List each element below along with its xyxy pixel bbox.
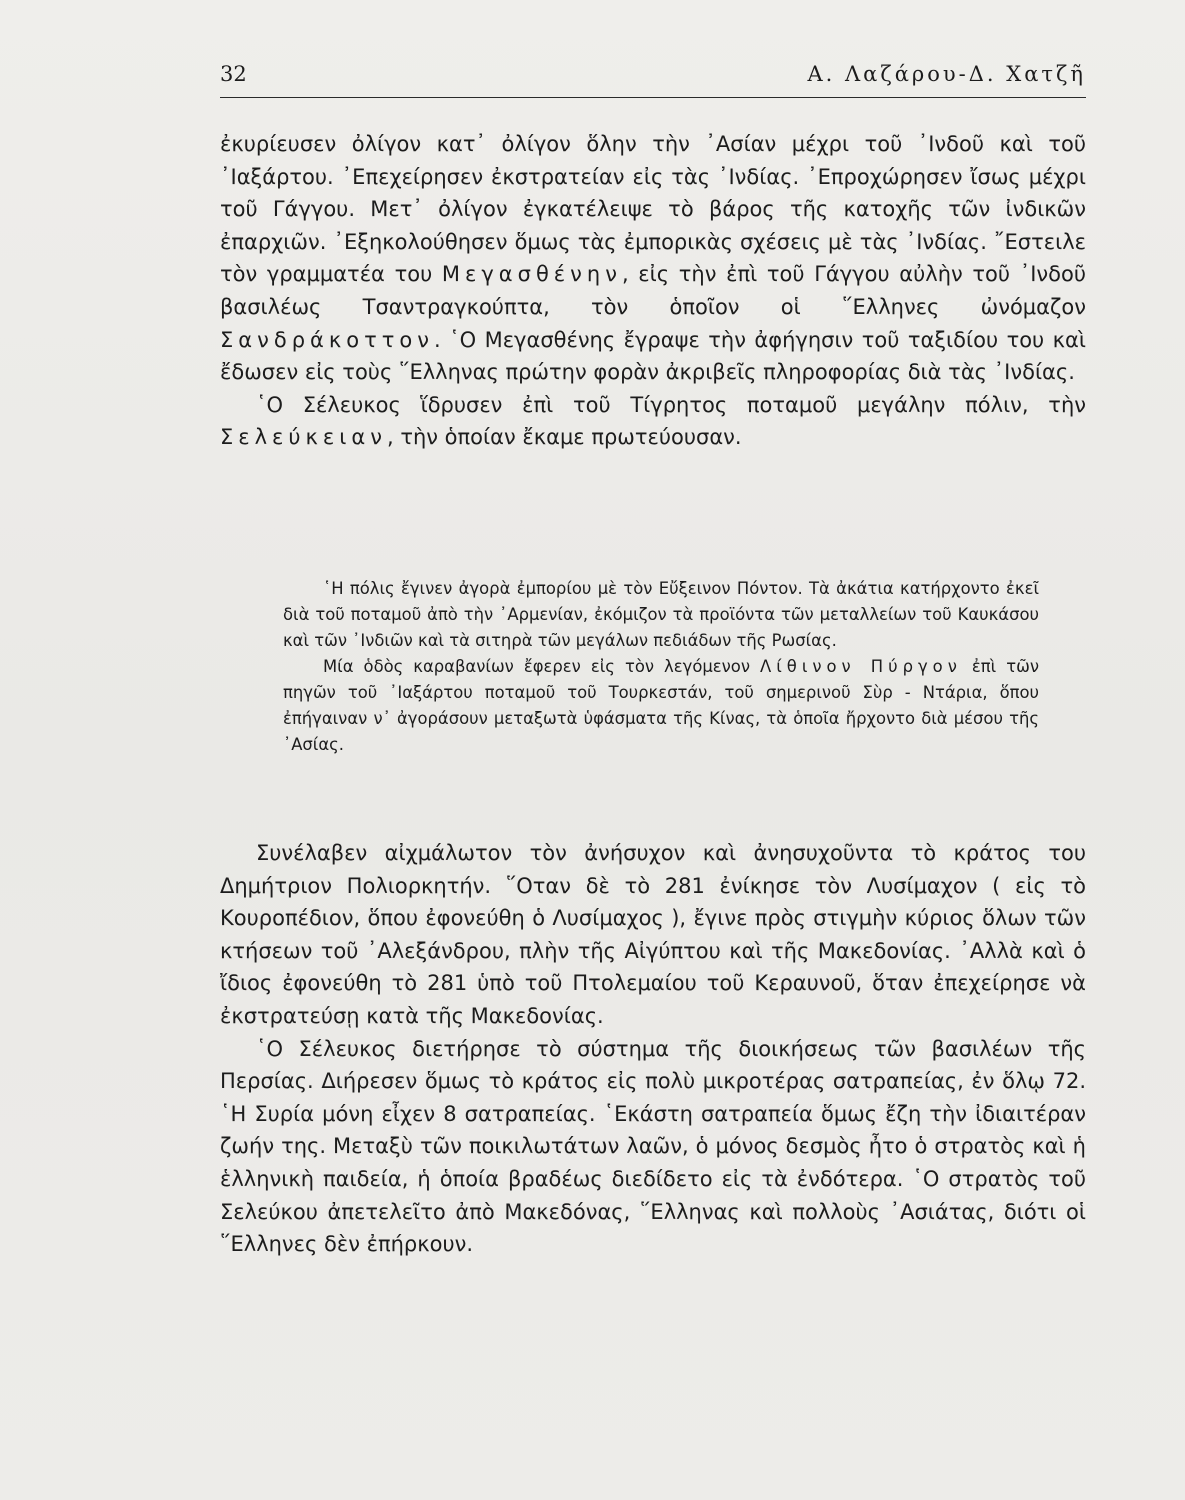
text-run: ἐκυρίευσεν ὀλίγον κατ᾽ ὀλίγον ὅλην τὴν ᾽Ασίαν μέχρι τοῦ ᾽Ινδοῦ καὶ τοῦ ᾽Ιαξάρτου. ᾽Επεχείρησεν ἐκστρατείαν εἰς τὰς ᾽Ινδίας. ᾽Επροχώρησεν ἴσως μέχρι τοῦ Γάγγου. Μετ᾽ ὀλίγον ἐγκατέλειψε τὸ βάρος τῆς κατοχῆς τῶν ἰνδικῶν ἐπαρχιῶν. ᾽Εξηκολούθησεν ὅμως τὰς ἐμπορικὰς σχέσεις μὲ τὰς ᾽Ινδίας. ῎Εστειλε τὸν γραμματέα του xyxy=(220,132,1086,287)
page-header xyxy=(220,62,1086,96)
note-paragraph-caravan xyxy=(283,654,1039,758)
spaced-name-megasthenes: Μεγασθένην xyxy=(441,262,622,287)
note-paragraph-trade: ῾Η πόλις ἔγινεν ἀγορὰ ἐμπορίου μὲ τὸν Εὔξεινον Πόντον. Τὰ ἀκάτια κατήρχοντο ἐκεῖ διὰ τοῦ ποταμοῦ ἀπὸ τὴν ᾽Αρμενίαν, ἐκόμιζον τὰ προϊόντα τῶν μεταλλείων τοῦ Καυκάσου καὶ τῶν ᾽Ινδιῶν καὶ τὰ σιτηρὰ τῶν μεγάλων πεδιάδων τῆς Ρωσίας. xyxy=(283,579,1039,650)
paragraph-megasthenes xyxy=(220,128,1086,389)
small-print-note xyxy=(283,576,1039,758)
text-run: , τὴν ὁποίαν ἔκαμε πρωτεύουσαν. xyxy=(386,425,742,450)
text-run: . ῾Ο Μεγασθένης ἔγραψε τὴν ἀφήγησιν τοῦ ταξιδίου του καὶ ἔδωσεν εἰς τοὺς ῞Ελληνας πρώτην φορὰν ἀκριβεῖς πληροφορίας διὰ τὰς ᾽Ινδίας. xyxy=(220,327,1086,385)
running-head: Α. Λαζάρου-Δ. Χατζῆ xyxy=(807,62,1086,86)
page-number: 32 xyxy=(220,62,247,86)
main-text-upper xyxy=(220,128,1086,454)
header-rule xyxy=(220,97,1086,98)
text-run: ἐπὶ τῶν πηγῶν τοῦ ᾽Ιαξάρτου ποταμοῦ τοῦ Τουρκεστάν, τοῦ σημερινοῦ Σὺρ - Ντάρια, ὅπου ἐπήγαιναν ν᾽ ἀγοράσουν μεταξωτὰ ὑφάσματα τῆς Κίνας, τὰ ὁποῖα ἤρχοντο διὰ μέσου τῆς ᾽Ασίας. xyxy=(283,657,1039,754)
text-run: ῾Ο Σέλευκος ἵδρυσεν ἐπὶ τοῦ Τίγρητος ποταμοῦ μεγάλην πόλιν, τὴν xyxy=(256,392,1086,417)
spaced-name-sandrakottos: Σανδράκοττον xyxy=(220,327,434,352)
paragraph-demetrius: Συνέλαβεν αἰχμάλωτον τὸν ἀνήσυχον καὶ ἀνησυχοῦντα τὸ κράτος του Δημήτριον Πολιορκητήν. ῞Οταν δὲ τὸ 281 ἐνίκησε τὸν Λυσίμαχον ( εἰς τὸ Κουροπέδιον, ὅπου ἐφονεύθη ὁ Λυσίμαχος ), ἔγινε πρὸς στιγμὴν κύριος ὅλων τῶν κτήσεων τοῦ ᾽Αλεξάνδρου, πλὴν τῆς Αἰγύπτου καὶ τῆς Μακεδονίας. ᾽Αλλὰ καὶ ὁ ἴδιος ἐφονεύθη τὸ 281 ὑπὸ τοῦ Πτολεμαίου τοῦ Κεραυνοῦ, ὅταν ἐπεχείρησε νὰ ἐκστρατεύσῃ κατὰ τῆς Μακεδονίας. xyxy=(220,841,1086,1028)
text-run: Μία ὁδὸς καραβανίων ἔφερεν εἰς τὸν λεγόμενον xyxy=(323,657,761,676)
spaced-name-stone-tower: Λίθινον Πύργον xyxy=(760,657,962,676)
main-text-lower xyxy=(220,837,1086,1261)
spaced-name-seleucia: Σελεύκειαν xyxy=(220,425,387,450)
text-run: , εἰς τὴν ἐπὶ τοῦ Γάγγου αὐλὴν τοῦ ᾽Ινδοῦ βασιλέως Τσαντραγκούπτα, τὸν ὁποῖον οἱ ῞Ελληνες ὠνόμαζον xyxy=(220,262,1086,319)
paragraph-seleucia xyxy=(220,389,1086,454)
paragraph-administration: ῾Ο Σέλευκος διετήρησε τὸ σύστημα τῆς διοικήσεως τῶν βασιλέων τῆς Περσίας. Διήρεσεν ὅμως τὸ κράτος εἰς πολὺ μικροτέρας σατραπείας, ἐν ὅλῳ 72. ῾Η Συρία μόνη εἶχεν 8 σατραπείας. ῾Εκάστη σατραπεία ὅμως ἔζη τὴν ἰδιαιτέραν ζωήν της. Μεταξὺ τῶν ποικιλωτάτων λαῶν, ὁ μόνος δεσμὸς ἦτο ὁ στρατὸς καὶ ἡ ἑλληνικὴ παιδεία, ἡ ὁποία βραδέως διεδίδετο εἰς τὰ ἐνδότερα. ῾Ο στρατὸς τοῦ Σελεύκου ἀπετελεῖτο ἀπὸ Μακεδόνας, ῞Ελληνας καὶ πολλοὺς ᾽Ασιάτας, διότι οἱ ῞Ελληνες δὲν ἐπήρκουν. xyxy=(220,1036,1086,1257)
